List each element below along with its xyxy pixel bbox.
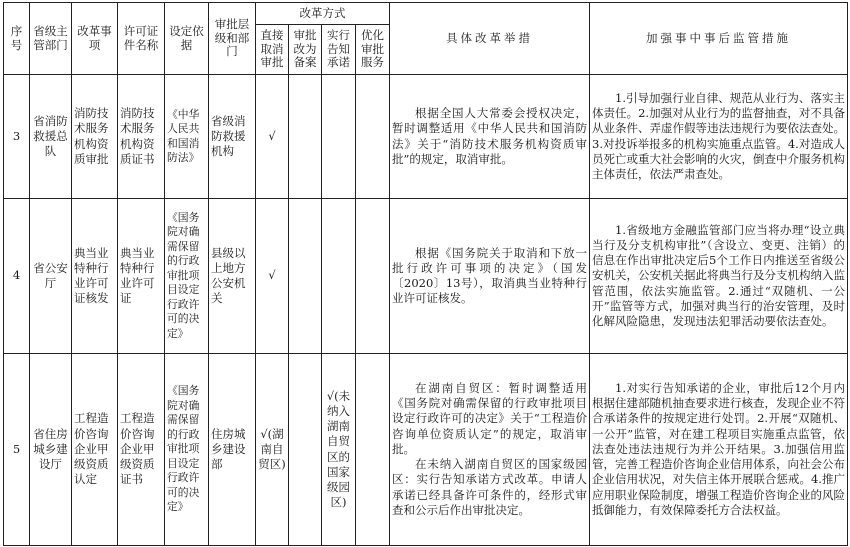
cell-mode-cancel: √ xyxy=(256,199,289,354)
cell-cert: 工程造价咨询企业甲级资质证书 xyxy=(118,354,165,546)
cell-mode-optimize xyxy=(356,354,390,546)
reform-table-container xyxy=(3,2,847,545)
supervision-text: 1.引导加强行业自律、规范从业行为、落实主体责任。2.加强对从业行为的监督抽查，对不具备从业条件、弄虚作假等违法违规行为要依法查处。3.对投诉举报多的机构实施重点监管。4.对造成人员死亡或重大社会影响的火灾，倒查中介服务机构主体责任，依法严肃查处。 xyxy=(592,90,845,181)
cell-mode-notify xyxy=(322,199,356,354)
measures-text: 根据全国人大常委会授权决定，暂时调整适用《中华人民共和国消防法》关于“消防技术服务机构资质审批”的规定，取消审批。 xyxy=(392,106,587,166)
cell-mode-optimize xyxy=(356,199,390,354)
cell-basis: 《国务院对确需保留的行政审批项目设定行政许可的决定》 xyxy=(165,199,209,354)
cell-mode-filing xyxy=(289,354,322,546)
table-row xyxy=(4,75,848,199)
measures-text: 在湖南自贸区：暂时调整适用《国务院对确需保留的行政审批项目设定行政许可的决定》关于“工程造价咨询单位资质认定”的规定，取消审批。 xyxy=(392,381,587,456)
cell-cert: 典当业特种行业许可证 xyxy=(118,199,165,354)
header-item: 改革事项 xyxy=(72,3,118,75)
header-mode-notify: 实行告知承诺 xyxy=(322,25,356,75)
cell-measures xyxy=(390,199,590,354)
table-row xyxy=(4,354,848,546)
cell-mode-optimize xyxy=(356,75,390,199)
cell-basis: 《国务院对确需保留的行政审批项目设定行政许可的决定》 xyxy=(165,354,209,546)
cell-dept: 省消防救援总队 xyxy=(30,75,72,199)
measures-text: 根据《国务院关于取消和下放一批行政许可事项的决定》（国发〔2020〕13号），取消典当业特种行业许可证核发。 xyxy=(392,245,587,306)
header-supervision: 加强事中事后监管措施 xyxy=(590,3,848,75)
header-row-1 xyxy=(4,3,848,25)
cell-supervision xyxy=(590,354,848,546)
cell-item: 工程造价咨询企业甲级资质认定 xyxy=(72,354,118,546)
supervision-text: 1.对实行告知承诺的企业，审批后12个月内根据住建部随机抽查要求进行核查，发现企业不符合承诺条件的按规定进行处罚。2.开展“双随机、一公开”监管，对在建工程项目实施重点监管，依法查处违法违规行为并公开结果。3.加强信用监管，完善工程造价咨询企业信用体系，向社会公布企业信用状况，对失信主体开展联合惩戒。4.推广应用职业保险制度，增强工程造价咨询企业的风险抵御能力，有效保障委托方合法权益。 xyxy=(592,381,845,517)
reform-table xyxy=(3,2,848,546)
cell-level: 住房城乡建设部 xyxy=(209,354,256,546)
header-seq: 序号 xyxy=(4,3,30,75)
cell-supervision xyxy=(590,75,848,199)
cell-seq: 5 xyxy=(4,354,30,546)
header-level: 审批层级和部门 xyxy=(209,3,256,75)
cell-item: 典当业特种行业许可证核发 xyxy=(72,199,118,354)
header-mode-cancel: 直接取消审批 xyxy=(256,25,289,75)
cell-measures xyxy=(390,75,590,199)
header-mode-optimize: 优化审批服务 xyxy=(356,25,390,75)
cell-seq: 3 xyxy=(4,75,30,199)
cell-dept: 省住房城乡建设厅 xyxy=(30,354,72,546)
cell-mode-filing xyxy=(289,75,322,199)
cell-dept: 省公安厅 xyxy=(30,199,72,354)
cell-mode-cancel: √ xyxy=(256,75,289,199)
cell-mode-cancel: √(湖南自贸区) xyxy=(256,354,289,546)
measures-text: 在未纳入湖南自贸区的国家级园区：实行告知承诺方式改革。申请人承诺已经具备许可条件的，经形式审查和公示后作出审批决定。 xyxy=(392,457,587,517)
cell-mode-notify xyxy=(322,75,356,199)
cell-measures xyxy=(390,354,590,546)
header-modes-group: 改革方式 xyxy=(256,3,390,25)
header-cert: 许可证件名称 xyxy=(118,3,165,75)
cell-seq: 4 xyxy=(4,199,30,354)
header-mode-filing: 审批改为备案 xyxy=(289,25,322,75)
cell-mode-filing xyxy=(289,199,322,354)
cell-cert: 消防技术服务机构资质证书 xyxy=(118,75,165,199)
cell-level: 省级消防救援机构 xyxy=(209,75,256,199)
supervision-text: 1.省级地方金融监管部门应当将办理“设立典当行及分支机构审批”（含设立、变更、注销）的信息在作出审批决定后5个工作日内推送至省级公安机关，公安机关据此将典当行及分支机构纳入监管范围，依法实施监管。2.通过“双随机、一公开”监管等方式，加强对典当行的治安管理，及时化解风险隐患，发现违法犯罪活动要依法查处。 xyxy=(592,222,845,328)
cell-mode-notify: √(未纳入湖南自贸区的国家级园区) xyxy=(322,354,356,546)
header-measures: 具体改革举措 xyxy=(390,3,590,75)
cell-level: 县级以上地方公安机关 xyxy=(209,199,256,354)
table-row xyxy=(4,199,848,354)
cell-supervision xyxy=(590,199,848,354)
cell-item: 消防技术服务机构资质审批 xyxy=(72,75,118,199)
cell-basis: 《中华人民共和国消防法》 xyxy=(165,75,209,199)
header-basis: 设定依据 xyxy=(165,3,209,75)
header-dept: 省级主管部门 xyxy=(30,3,72,75)
